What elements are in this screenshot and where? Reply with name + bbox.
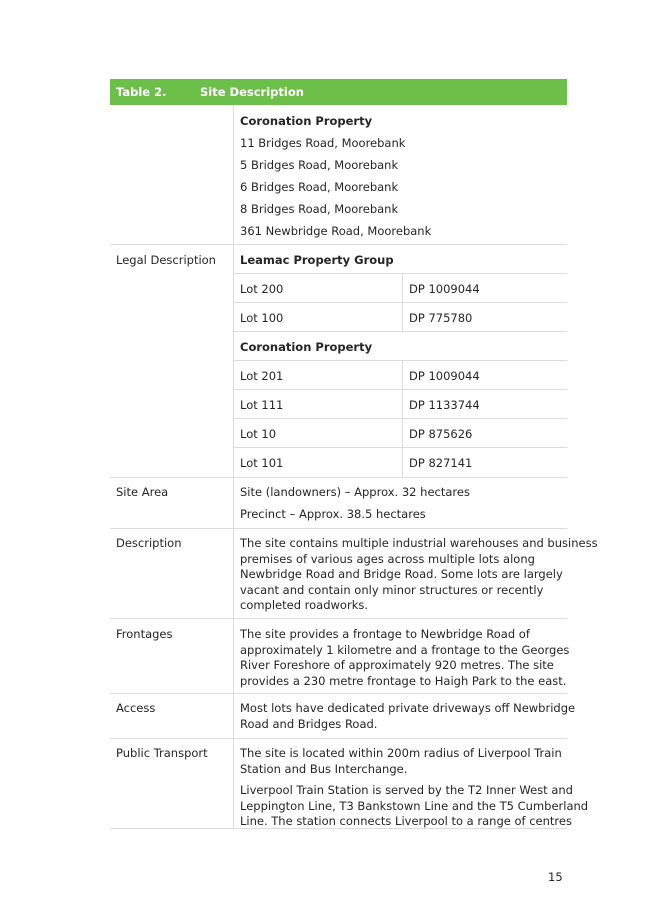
row-divider [110,244,567,245]
access-text [240,701,576,732]
subrow-divider [233,389,567,390]
address-line: 8 Bridges Road, Moorebank [240,202,399,216]
subrow-divider [233,331,567,332]
public-transport-para-1 [240,746,565,777]
subrow-divider [233,302,567,303]
text-line: Newbridge Road and Bridge Road. Some lots are largely [240,567,563,581]
dp-number: DP 1009044 [409,282,480,296]
text-line: Road and Bridges Road. [240,716,378,731]
row-divider [110,528,567,529]
row-divider [110,477,567,478]
lot-column-divider [402,360,403,477]
lot-number: Lot 111 [240,398,284,412]
lot-number: Lot 201 [240,369,284,383]
text-line: Line. The station connects Liverpool to a range of centres [240,814,572,828]
table-header [110,79,567,105]
text-line: Most lots have dedicated private driveways off Newbridge [240,701,576,715]
leamac-heading: Leamac Property Group [240,253,394,267]
dp-number: DP 775780 [409,311,473,325]
text-line: The site is located within 200m radius of Liverpool Train [240,746,562,760]
subrow-divider [233,360,567,361]
subrow-divider [233,447,567,448]
description-text [240,536,598,614]
text-line: Liverpool Train Station is served by the T2 Inner West and [240,783,573,797]
row-divider [110,738,567,739]
public-transport-label: Public Transport [116,746,208,760]
coronation-address-heading: Coronation Property [240,114,373,128]
access-label: Access [116,701,156,715]
text-line: premises of various ages across multiple lots along [240,551,535,566]
column-divider [233,105,234,828]
page-number: 15 [548,870,563,884]
text-line: approximately 1 kilometre and a frontage to the Georges [240,642,570,657]
lot-number: Lot 101 [240,456,284,470]
coronation-lots-heading: Coronation Property [240,340,373,354]
row-divider [110,618,567,619]
frontages-label: Frontages [116,627,173,641]
address-line: 6 Bridges Road, Moorebank [240,180,399,194]
lot-number: Lot 200 [240,282,284,296]
table-title: Site Description [200,85,304,99]
address-line: 361 Newbridge Road, Moorebank [240,224,432,238]
address-line: 5 Bridges Road, Moorebank [240,158,399,172]
row-divider [110,693,567,694]
text-line: The site contains multiple industrial warehouses and business [240,536,598,550]
site-area-line: Site (landowners) – Approx. 32 hectares [240,485,470,499]
description-label: Description [116,536,182,550]
lot-number: Lot 10 [240,427,277,441]
dp-number: DP 1009044 [409,369,480,383]
address-line: 11 Bridges Road, Moorebank [240,136,406,150]
text-line: Station and Bus Interchange. [240,761,408,776]
public-transport-para-2 [240,783,589,830]
table-number: Table 2. [116,85,167,99]
lot-number: Lot 100 [240,311,284,325]
text-line: River Foreshore of approximately 920 metres. The site [240,658,554,672]
text-line: Leppington Line, T3 Bankstown Line and the T5 Cumberland [240,798,589,813]
subrow-divider [233,273,567,274]
text-line: completed roadworks. [240,598,369,612]
site-area-label: Site Area [116,485,169,499]
dp-number: DP 1133744 [409,398,480,412]
text-line: The site provides a frontage to Newbridge Road of [240,627,530,641]
legal-description-label: Legal Description [116,253,216,267]
dp-number: DP 875626 [409,427,473,441]
lot-column-divider [402,273,403,331]
frontages-text [240,627,570,689]
subrow-divider [233,418,567,419]
text-line: vacant and contain only minor structures or recently [240,582,544,597]
site-area-line: Precinct – Approx. 38.5 hectares [240,507,426,521]
dp-number: DP 827141 [409,456,473,470]
text-line: provides a 230 metre frontage to Haigh Park to the east. [240,673,567,688]
